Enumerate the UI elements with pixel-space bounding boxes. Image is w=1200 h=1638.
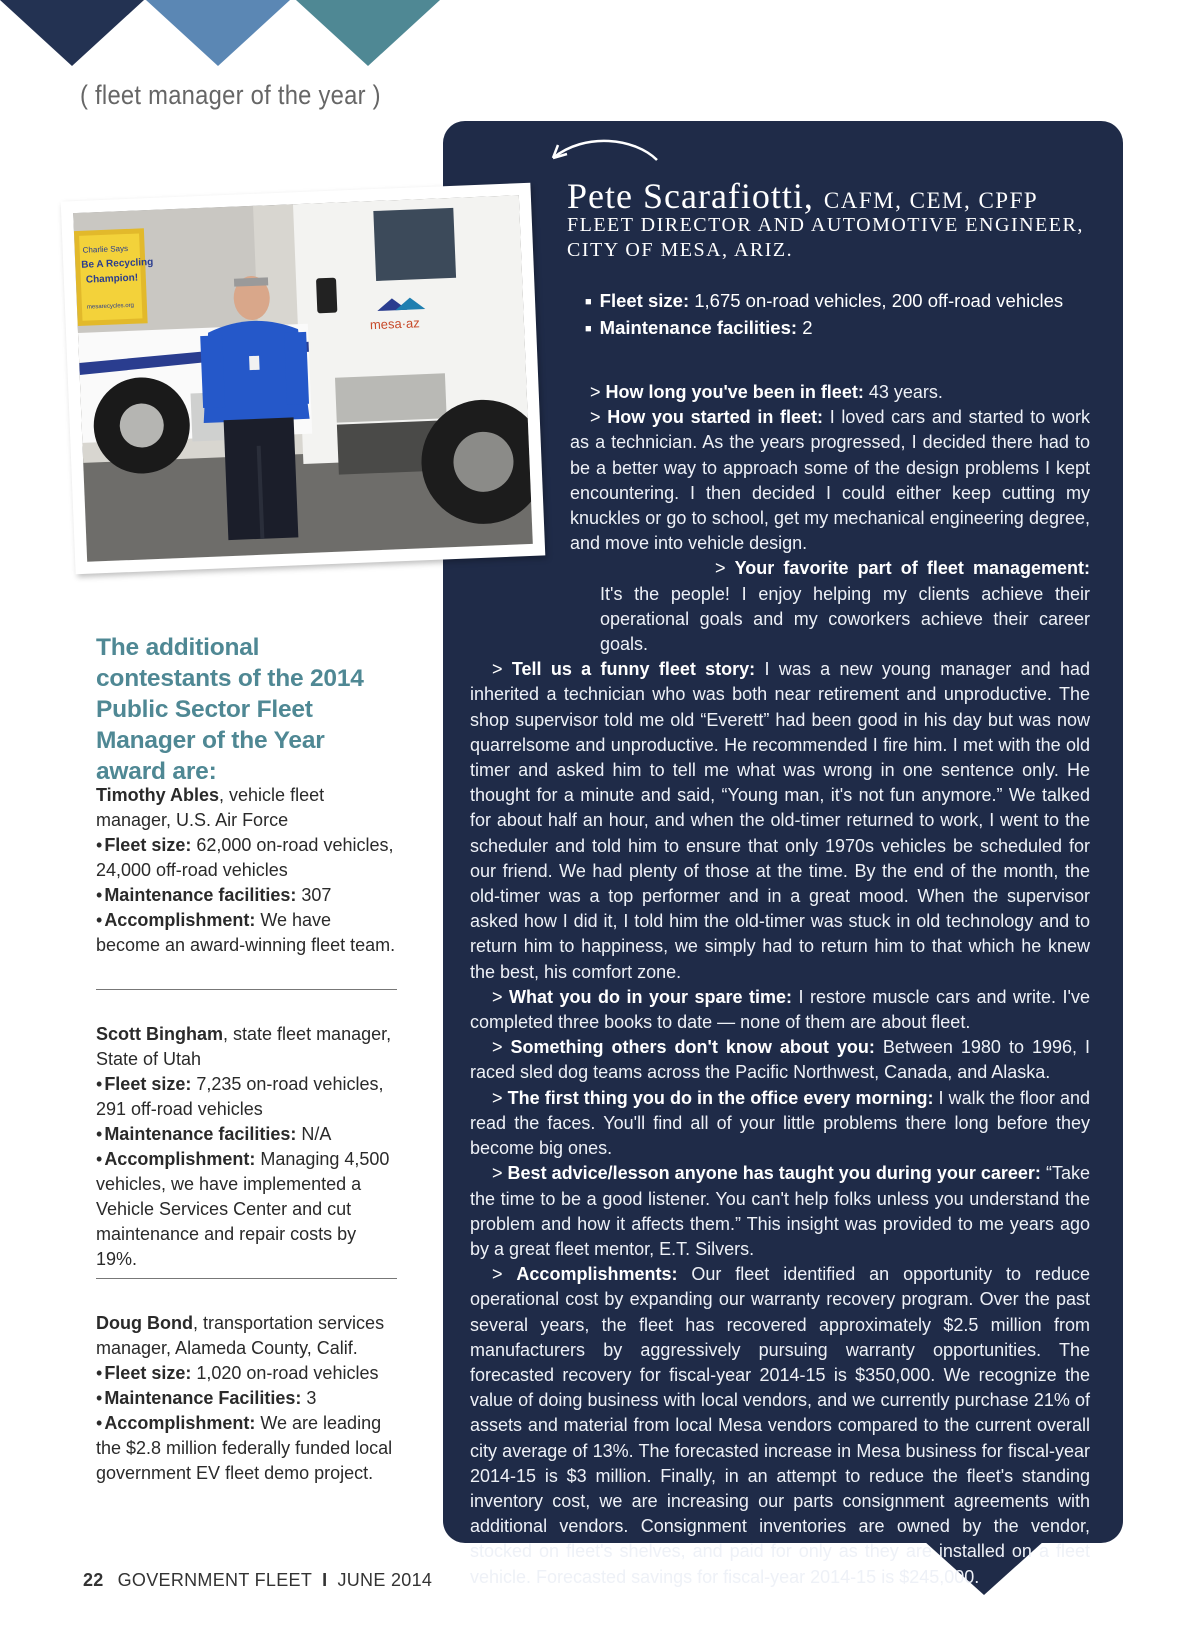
page-number: 22: [83, 1570, 104, 1590]
contestant-entry: [96, 783, 396, 958]
sign-text: Champion!: [85, 272, 139, 286]
winner-photo: [73, 195, 533, 562]
publication-name: GOVERNMENT FLEET: [117, 1570, 313, 1590]
footer-separator: I: [322, 1570, 328, 1590]
winner-title-line2: CITY OF MESA, ARIZ.: [567, 239, 794, 261]
sidebar-heading: The additional contestants of the 2014 Public Sector Fleet Manager of the Year award are:: [96, 634, 364, 785]
contestant-bullet: • Fleet size: 1,020 on-road vehicles: [96, 1361, 396, 1386]
divider: [96, 989, 397, 990]
contestant-bullet: • Maintenance facilities: 307: [96, 883, 396, 908]
qa-item: > The first thing you do in the office every morning: I walk the floor and read the faces. You'll find all of your little problems there long before they become big ones.: [470, 1086, 1090, 1162]
truck-logo-text: mesa·az: [369, 315, 421, 333]
header-triangle-teal: [296, 0, 440, 66]
contestant-bullet: • Accomplishment: We have become an award-winning fleet team.: [96, 908, 396, 958]
page-footer: [83, 1570, 432, 1591]
contestant-bullet: • Accomplishment: We are leading the $2.8 million federally funded local government EV fleet demo project.: [96, 1411, 396, 1486]
winner-fact-item: ■ Fleet size: 1,675 on-road vehicles, 200 off-road vehicles: [585, 288, 1063, 315]
winner-title-line1: FLEET DIRECTOR AND AUTOMOTIVE ENGINEER,: [567, 214, 1084, 236]
issue-date: JUNE 2014: [337, 1570, 433, 1590]
qa-item: > How you started in fleet: I loved cars and started to work as a technician. As the years progressed, I decided there had to be a better way to approach some of the design problems I kept encountering. I then decided I could either keep cutting my knuckles or go to school, get my mechanical engineering degree, and move into vehicle design.: [470, 405, 1090, 556]
winner-photo-frame: [61, 183, 546, 575]
qa-item: > How long you've been in fleet: 43 years.: [470, 380, 1090, 405]
contestant-bullet: • Fleet size: 62,000 on-road vehicles, 24,000 off-road vehicles: [96, 833, 396, 883]
section-label: ( fleet manager of the year ): [80, 80, 381, 110]
winner-credentials: CAFM, CEM, CPFP: [823, 188, 1039, 213]
contestant-entry: [96, 1022, 396, 1272]
qa-article: [470, 380, 1090, 1590]
contestant-bullet: • Fleet size: 7,235 on-road vehicles, 291 off-road vehicles: [96, 1072, 396, 1122]
contestant-bullet: • Accomplishment: Managing 4,500 vehicles, we have implemented a Vehicle Services Center and cut maintenance and repair costs by 19%.: [96, 1147, 396, 1272]
qa-item: > Something others don't know about you: Between 1980 to 1996, I raced sled dog teams across the Pacific Northwest, Canada, and Alaska.: [470, 1035, 1090, 1085]
sign-text: Be A Recycling: [81, 256, 154, 271]
truck-photo-illustration: [73, 195, 533, 562]
divider: [96, 1278, 397, 1279]
header-triangle-navy: [0, 0, 144, 66]
contestant-header: Timothy Ables, vehicle fleet manager, U.S. Air Force: [96, 785, 325, 830]
winner-name-text: Pete Scarafiotti,: [567, 176, 814, 216]
contestant-bullet: • Maintenance Facilities: 3: [96, 1386, 396, 1411]
contestant-entry: [96, 1311, 396, 1486]
qa-item: > What you do in your spare time: I restore muscle cars and write. I've completed three books to date — none of them are about fleet.: [470, 985, 1090, 1035]
qa-item: > Accomplishments: Our fleet identified an opportunity to reduce operational cost by expanding our warranty recovery program. Over the past several years, the fleet has recovered approximately $2.5 million from manufacturers by aggressively pursuing warranty opportunities. The forecasted recovery for fiscal-year 2014-15 is $350,000. We recognize the value of doing business with local vendors, and we currently purchase 21% of assets and material from local Mesa vendors compared to the current overall city average of 13%. The forecasted increase in Mesa business for fiscal-year 2014-15 is $3 million. Finally, in an attempt to reduce the fleet's standing inventory cost, we are increasing our parts consignment agreements with additional vendors. Consignment inventories are owned by the vendor, stocked on fleet's shelves, and paid for only as they are installed on a fleet vehicle. Forecasted savings for fiscal-year 2014-15 is $245,000.: [470, 1262, 1090, 1590]
winner-title: [567, 213, 1084, 263]
header-triangle-blue: [146, 0, 290, 66]
curved-arrow-icon: [545, 134, 665, 174]
winner-name: [567, 175, 1038, 217]
qa-item: > Tell us a funny fleet story: I was a new young manager and had inherited a technician who was both near retirement and unproductive. The shop supervisor told me old “Everett” had been good in his day but was now quarrelsome and unproductive. He recommended I fire him. I met with the old timer and asked him to tell me what was wrong in one sentence only. He thought for a minute and said, “Young man, it's not fun anymore.” We talked for about half an hour, and when the old-timer returned to work, I went to the scheduler and told him to ensure that only 1970s vehicles be scheduled for our friend. We had plenty of those at the time. By the end of the month, the old-timer was a top performer and in a great mood. When the supervisor asked how I did it, I told him the old-timer was stuck in old technology and to return him to happiness, we simply had to return him to that which he knew the best, his comfort zone.: [470, 657, 1090, 985]
sign-text: mesarecycles.org: [86, 302, 135, 311]
winner-facts: [585, 288, 1063, 342]
sign-text: Charlie Says: [82, 243, 129, 255]
qa-item: > Best advice/lesson anyone has taught you during your career: “Take the time to be a good listener. You can't help folks unless you understand the problem and how it affects them.” This insight was provided to me years ago by a great fleet mentor, E.T. Silvers.: [470, 1161, 1090, 1262]
contestant-bullet: • Maintenance facilities: N/A: [96, 1122, 396, 1147]
contestant-header: Scott Bingham, state fleet manager, State of Utah: [96, 1024, 392, 1069]
qa-item: > Your favorite part of fleet management: It's the people! I enjoy helping my clients achieve their operational goals and my coworkers achieve their career goals.: [470, 556, 1090, 657]
contestant-header: Doug Bond, transportation services manager, Alameda County, Calif.: [96, 1313, 385, 1358]
winner-fact-item: ■ Maintenance facilities: 2: [585, 315, 1063, 342]
